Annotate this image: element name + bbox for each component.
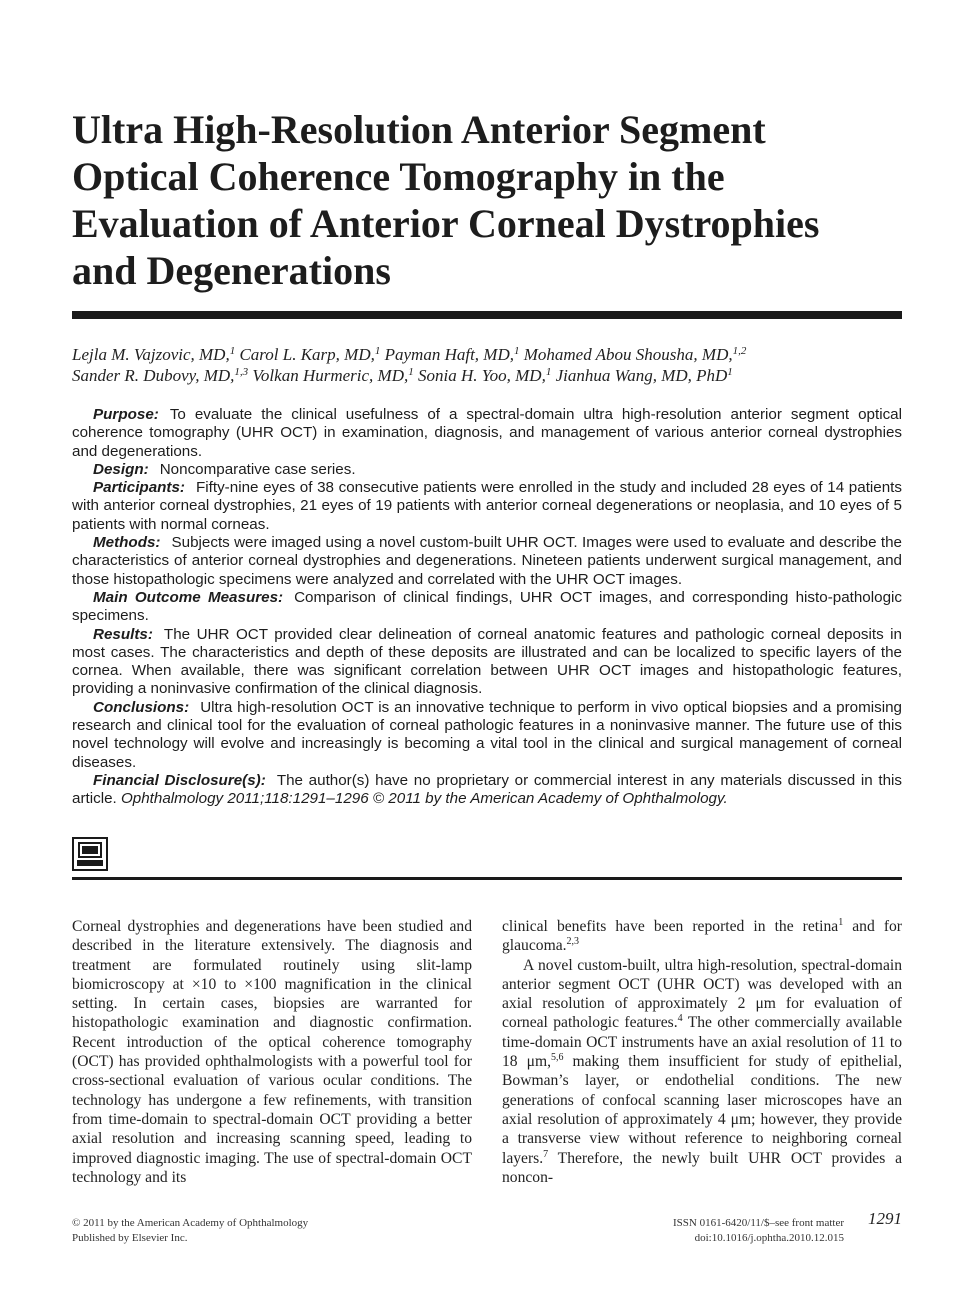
abstract-text: Ultra high-resolution OCT is an innovative technique to perform in vivo optical biopsies and a promising research and clinical tool for the evaluation of corneal pathologic features in a noninvasive manner. The future use of this novel technology will evolve and increasingly is becoming a vital tool in the clinical and surgical management of corneal diseases. bbox=[72, 698, 902, 771]
article-title bbox=[72, 106, 912, 294]
abstract-disclosure bbox=[72, 772, 902, 809]
abstract-label: Conclusions: bbox=[93, 698, 190, 716]
title-line: Evaluation of Anterior Corneal Dystrophies bbox=[72, 201, 820, 246]
citation: Ophthalmology 2011;118:1291–1296 © 2011 by the American Academy of Ophthalmology. bbox=[120, 790, 728, 808]
abstract-label: Financial Disclosure(s): bbox=[93, 771, 266, 789]
title-divider bbox=[72, 311, 902, 319]
abstract-design bbox=[72, 461, 902, 479]
author-affiliation: 1 bbox=[408, 366, 414, 378]
author-affiliation: 1 bbox=[513, 345, 520, 357]
author-name: Sander R. Dubovy, MD, bbox=[72, 366, 235, 385]
abstract-text: The UHR OCT provided clear delineation of corneal anatomic features and pathologic corneal deposits in most cases. The characteristics and depth of these deposits are illustrated and can be localized to specific layers of the cornea. When available, there was significant correlation between UHR OCT images and histopathologic features, providing a noninvasive confirmation of the clinical diagnosis. bbox=[72, 625, 902, 698]
body-text: clinical benefits have been reported in the retina bbox=[502, 918, 839, 935]
footer-copyright: © 2011 by the American Academy of Ophthalmology bbox=[72, 1217, 309, 1229]
abstract-label: Results: bbox=[93, 625, 153, 643]
body-text: making them insufficient for study of epithelial, Bowman’s layer, or endothelial conditions. The new generations of confocal scanning laser microscopes have an axial resolution of approximately 4 μm; however, they provide a transverse view without reference to neighboring corneal layers. bbox=[502, 1053, 902, 1167]
author-name: Jianhua Wang, MD, PhD bbox=[555, 366, 728, 385]
author-name: Volkan Hurmeric, MD, bbox=[252, 366, 409, 385]
abstract-label: Participants: bbox=[93, 479, 185, 497]
body-paragraph bbox=[502, 956, 902, 1188]
abstract bbox=[72, 406, 902, 809]
reference-marker: 2,3 bbox=[566, 936, 580, 948]
abstract-label: Design: bbox=[93, 460, 149, 478]
reference-marker: 7 bbox=[543, 1148, 549, 1160]
abstract-outcome bbox=[72, 589, 902, 626]
author-name: Mohamed Abou Shousha, MD, bbox=[523, 345, 733, 364]
abstract-participants bbox=[72, 479, 902, 534]
author-affiliation: 1,2 bbox=[732, 345, 747, 357]
title-line: and Degenerations bbox=[72, 248, 391, 293]
author-affiliation: 1,3 bbox=[234, 366, 249, 378]
author-affiliation: 1 bbox=[727, 366, 733, 378]
body-column-left bbox=[72, 917, 472, 1187]
footer-left bbox=[72, 1216, 472, 1246]
author-affiliation: 1 bbox=[374, 345, 381, 357]
title-line: Optical Coherence Tomography in the bbox=[72, 154, 725, 199]
author-name: Lejla M. Vajzovic, MD, bbox=[72, 345, 230, 364]
abstract-conclusions bbox=[72, 699, 902, 772]
abstract-label: Methods: bbox=[93, 534, 161, 552]
author-list bbox=[72, 344, 912, 386]
author-line bbox=[72, 344, 912, 365]
abstract-text: The author(s) have no proprietary or commercial interest in any materials discussed in this article. bbox=[72, 771, 903, 808]
author-line bbox=[72, 365, 912, 386]
footer-right bbox=[560, 1216, 844, 1246]
reference-marker: 4 bbox=[677, 1013, 683, 1025]
reference-marker: 5,6 bbox=[550, 1052, 564, 1064]
abstract-text: Noncomparative case series. bbox=[159, 460, 356, 478]
abstract-text: Subjects were imaged using a novel custom-built UHR OCT. Images were used to evaluate and describe the characteristics of anterior corneal dystrophies and degenerations. Nineteen patients underwent surgical management, and those histopathologic specimens were analyzed and correlated with the UHR OCT images. bbox=[72, 534, 902, 588]
body-text: The other commercially available time-domain OCT instruments have an axial resolution of 11 to 18 μm, bbox=[502, 1014, 903, 1071]
reference-marker: 1 bbox=[838, 917, 844, 928]
abstract-purpose bbox=[72, 406, 902, 461]
page-number: 1291 bbox=[868, 1209, 902, 1228]
abstract-divider bbox=[72, 877, 902, 880]
author-name: Carol L. Karp, MD, bbox=[239, 345, 375, 364]
body-text: Therefore, the newly built UHR OCT provides a noncon- bbox=[502, 1149, 902, 1186]
body-text: and for glaucoma. bbox=[502, 918, 903, 955]
body-text: A novel custom-built, ultra high-resolution, spectral-domain anterior segment OCT (UHR OCT) was developed with an axial resolution of approximately 2 μm for evaluation of corneal pathologic features. bbox=[502, 956, 902, 1032]
abstract-text: Comparison of clinical findings, UHR OCT images, and corresponding histo-pathologic specimens. bbox=[72, 588, 902, 625]
footer-doi: doi:10.1016/j.ophtha.2010.12.015 bbox=[694, 1232, 844, 1244]
abstract-label: Main Outcome Measures: bbox=[93, 588, 284, 606]
abstract-text: To evaluate the clinical usefulness of a spectral-domain ultra high-resolution anterior segment optical coherence tomography (UHR OCT) in examination, diagnosis, and management of various anterior corneal dystrophies and degenerations. bbox=[72, 406, 902, 460]
computer-icon bbox=[72, 837, 108, 871]
author-name: Payman Haft, MD, bbox=[384, 345, 514, 364]
abstract-text: Fifty-nine eyes of 38 consecutive patients were enrolled in the study and included 28 eyes of 14 patients with anterior corneal dystrophies, 21 eyes of 19 patients with anterior corneal degenerations or neoplasia, and 10 eyes of 5 patients with normal corneas. bbox=[72, 479, 902, 533]
body-column-right bbox=[502, 917, 902, 1187]
abstract-methods bbox=[72, 534, 902, 589]
footer-issn: ISSN 0161-6420/11/$–see front matter bbox=[673, 1217, 844, 1229]
author-affiliation: 1 bbox=[545, 366, 552, 378]
body-paragraph: Corneal dystrophies and degenerations have been studied and described in the literature extensively. The diagnosis and treatment are formulated routinely using slit-lamp biomicroscopy at ×10 to ×100 magnification in the clinical setting. In certain cases, biopsies are warranted for histopathologic examination and diagnostic confirmation. Recent introduction of the optical coherence tomography (OCT) has provided ophthalmologists with a powerful tool for cross-sectional evaluation of various ocular conditions. The technology has undergone a few refinements, with transition from time-domain to spectral-domain OCT providing a better axial resolution and increasing scanning speed, leading to improved diagnostic imaging. The use of spectral-domain OCT technology and its bbox=[72, 918, 472, 1186]
author-name: Sonia H. Yoo, MD, bbox=[417, 366, 546, 385]
abstract-label: Purpose: bbox=[93, 406, 159, 423]
footer-publisher: Published by Elsevier Inc. bbox=[72, 1232, 188, 1244]
body-paragraph bbox=[502, 917, 902, 956]
author-affiliation: 1 bbox=[229, 345, 236, 357]
title-line: Ultra High-Resolution Anterior Segment bbox=[72, 107, 766, 152]
abstract-results bbox=[72, 626, 902, 699]
